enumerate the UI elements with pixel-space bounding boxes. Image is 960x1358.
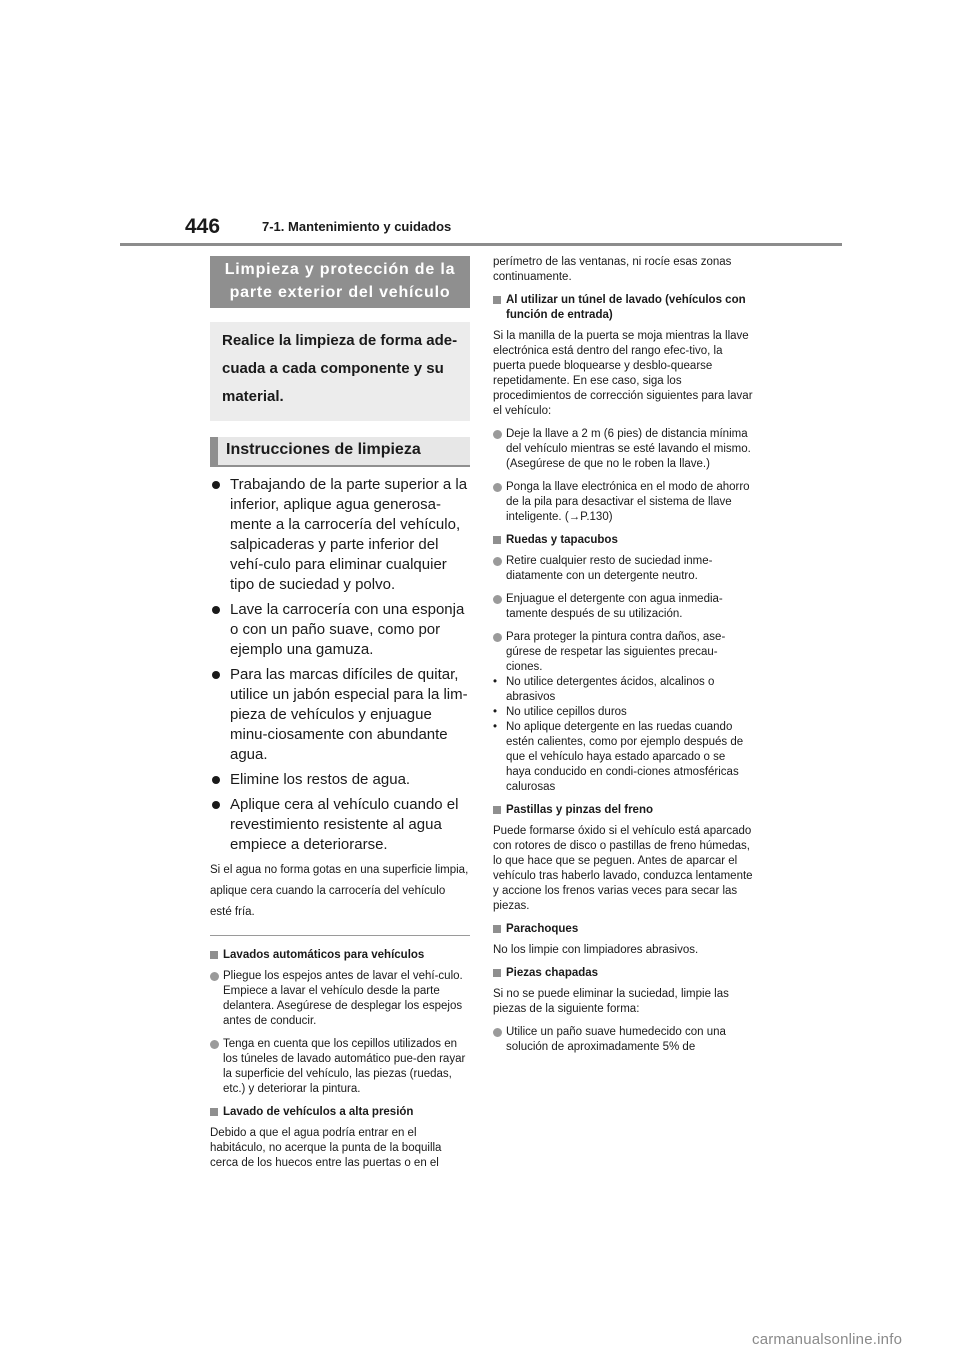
dot-marker-icon: • xyxy=(493,721,498,733)
intro-box: Realice la limpieza de forma ade-cuada a cada componente y su material. xyxy=(210,322,470,421)
section-title: Limpieza y protección de la parte exterior del vehículo xyxy=(210,256,470,308)
section-divider xyxy=(210,935,470,936)
list-item xyxy=(493,705,753,720)
instructions-title: Instrucciones de limpieza xyxy=(210,437,470,467)
high-pressure-text: Debido a que el agua podría entrar en el habitáculo, no acerque la punta de la boquilla cerca de los huecos entre las puertas o en el xyxy=(210,1127,442,1169)
bullet-icon xyxy=(212,606,220,614)
continuation-text: perímetro de las ventanas, ni rocíe esas zonas continuamente. xyxy=(493,256,732,283)
square-bullet-icon xyxy=(210,1108,218,1116)
brake-text: Puede formarse óxido si el vehículo está aparcado con rotores de disco o pastillas de freno húmedas, lo que hace que se peguen. Antes de aparcar el vehículo tras haberlo lavado, conduzca lentamente y accione los frenos varias veces para secar las piezas. xyxy=(493,825,753,912)
list-item xyxy=(210,770,470,790)
list-item-text: Retire cualquier resto de suciedad inme-diatamente con un detergente neutro. xyxy=(506,555,713,582)
watermark: carmanualsonline.info xyxy=(752,1331,903,1348)
precautions-list xyxy=(493,675,753,795)
list-item xyxy=(493,554,753,584)
page-number: 446 xyxy=(185,215,221,238)
list-item-text: Ponga la llave electrónica en el modo de ahorro de la pila para desactivar el sistema de llave inteligente. (→P.130) xyxy=(506,481,750,523)
list-item xyxy=(210,1037,470,1097)
list-item xyxy=(493,427,753,472)
bumpers-text: No los limpie con limpiadores abrasivos. xyxy=(493,944,699,956)
heading-text: Pastillas y pinzas del freno xyxy=(506,804,653,816)
list-item-text: Para las marcas difíciles de quitar, utilice un jabón especial para la lim-pieza de vehículos y enjuague minu-ciosamente con abundante agua. xyxy=(230,666,468,763)
square-bullet-icon xyxy=(493,806,501,814)
circle-bullet-icon xyxy=(493,430,502,439)
list-item xyxy=(210,795,470,855)
list-item-text: Deje la llave a 2 m (6 pies) de distancia mínima del vehículo mientras se esté lavando el mismo. (Asegúrese de que no le roben la llave.) xyxy=(506,428,751,470)
circle-bullet-icon xyxy=(493,483,502,492)
square-bullet-icon xyxy=(493,925,501,933)
circle-bullet-icon xyxy=(493,633,502,642)
list-item xyxy=(210,600,470,660)
square-bullet-icon xyxy=(210,951,218,959)
list-item-text: Elimine los restos de agua. xyxy=(230,771,411,788)
list-item xyxy=(210,665,470,765)
circle-bullet-icon xyxy=(493,557,502,566)
high-pressure-heading xyxy=(210,1105,470,1120)
heading-text: Al utilizar un túnel de lavado (vehículos con función de entrada) xyxy=(506,294,746,321)
list-item xyxy=(493,630,753,675)
heading-text: Lavado de vehículos a alta presión xyxy=(223,1106,414,1118)
list-item xyxy=(493,480,753,525)
circle-bullet-icon xyxy=(493,595,502,604)
brake-heading xyxy=(493,803,753,818)
bullet-icon xyxy=(212,801,220,809)
tunnel-heading xyxy=(493,293,753,323)
automatic-wash-heading xyxy=(210,948,470,963)
list-item-text: No utilice cepillos duros xyxy=(506,706,627,718)
right-column xyxy=(493,255,753,1063)
chapter-title: 7-1. Mantenimiento y cuidados xyxy=(262,219,452,234)
header-rule xyxy=(120,243,842,246)
bullet-icon xyxy=(212,776,220,784)
square-bullet-icon xyxy=(493,536,501,544)
wheels-heading xyxy=(493,533,753,548)
list-item-text: Utilice un paño suave humedecido con una solución de aproximadamente 5% de xyxy=(506,1026,726,1053)
list-item-text: No utilice detergentes ácidos, alcalinos o abrasivos xyxy=(506,676,715,703)
bullet-icon xyxy=(212,481,220,489)
heading-text: Ruedas y tapacubos xyxy=(506,534,618,546)
square-bullet-icon xyxy=(493,296,501,304)
heading-text: Piezas chapadas xyxy=(506,967,599,979)
wax-note: Si el agua no forma gotas en una superficie limpia, aplique cera cuando la carrocería del vehículo esté fría. xyxy=(210,864,469,918)
list-item xyxy=(493,592,753,622)
tunnel-text: Si la manilla de la puerta se moja mientras la llave electrónica está dentro del rango efec-tivo, la puerta puede bloquearse y desblo-quearse repetidamente. En ese caso, siga los procedimientos de corrección siguientes para lavar el vehículo: xyxy=(493,330,753,417)
page-header xyxy=(0,0,960,250)
list-item-text: Aplique cera al vehículo cuando el revestimiento resistente al agua empiece a deteriorarse. xyxy=(230,796,459,853)
square-bullet-icon xyxy=(493,969,501,977)
heading-text: Lavados automáticos para vehículos xyxy=(223,949,425,961)
cleaning-steps xyxy=(210,475,470,855)
dot-marker-icon: • xyxy=(493,676,498,688)
dot-marker-icon: • xyxy=(493,706,498,718)
list-item-text: Enjuague el detergente con agua inmedia-tamente después de su utilización. xyxy=(506,593,723,620)
list-item-text: Tenga en cuenta que los cepillos utilizados en los túneles de lavado automático pue-den rayar la superficie del vehículo, las piezas (ruedas, etc.) y deteriorar la pintura. xyxy=(223,1038,466,1095)
bullet-icon xyxy=(212,671,220,679)
left-column xyxy=(210,256,470,1179)
list-item xyxy=(493,1025,753,1055)
list-item xyxy=(210,969,470,1029)
circle-bullet-icon xyxy=(210,972,219,981)
list-item-text: No aplique detergente en las ruedas cuando estén calientes, como por ejemplo después de que el vehículo haya estado aparcado o se haya conducido en condi-ciones atmosféricas calurosas xyxy=(506,721,744,793)
heading-text: Parachoques xyxy=(506,923,579,935)
list-item xyxy=(493,720,753,795)
circle-bullet-icon xyxy=(493,1028,502,1037)
plated-heading xyxy=(493,966,753,981)
list-item xyxy=(210,475,470,595)
plated-text: Si no se puede eliminar la suciedad, limpie las piezas de la siguiente forma: xyxy=(493,988,729,1015)
list-item-text: Trabajando de la parte superior a la inferior, aplique agua generosa-mente a la carrocería del vehículo, salpicaderas y parte inferior del vehí-culo para eliminar cualquier tipo de suciedad y polvo. xyxy=(230,476,468,593)
circle-bullet-icon xyxy=(210,1040,219,1049)
list-item xyxy=(493,675,753,705)
bumpers-heading xyxy=(493,922,753,937)
list-item-text: Pliegue los espejos antes de lavar el vehí-culo. Empiece a lavar el vehículo desde la parte delantera. Asegúrese de desplegar los espejos antes de conducir. xyxy=(223,970,463,1027)
list-item-text: Lave la carrocería con una esponja o con un paño suave, como por ejemplo una gamuza. xyxy=(230,601,465,658)
list-item-text: Para proteger la pintura contra daños, ase-gúrese de respetar las siguientes precau-ciones. xyxy=(506,631,726,673)
